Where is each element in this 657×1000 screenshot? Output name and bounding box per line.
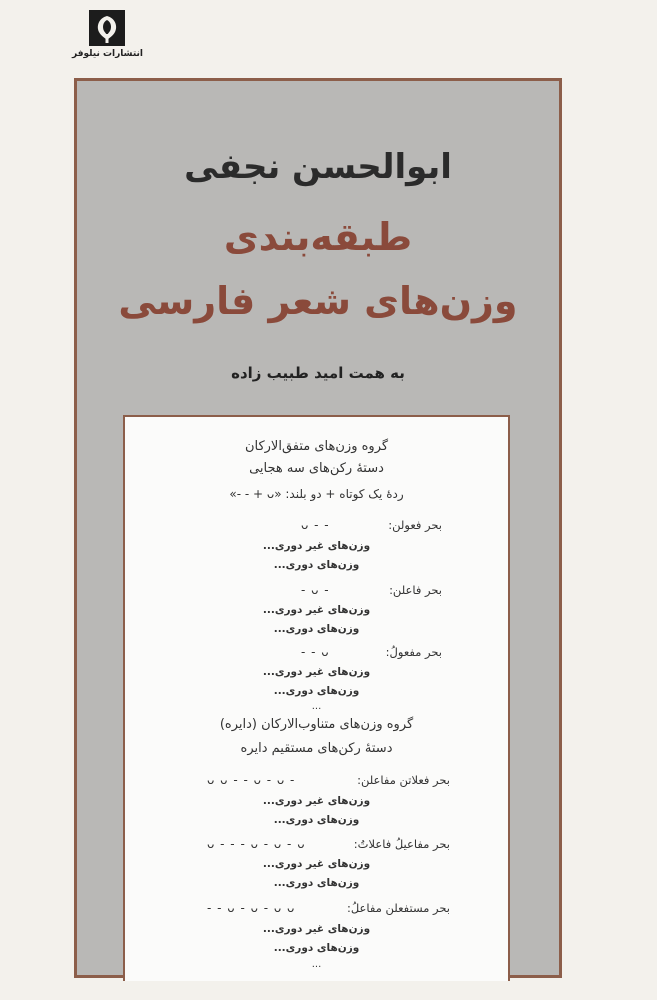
bahr-meter: - - ᴗ (301, 645, 330, 659)
ellipsis: ... (311, 701, 322, 712)
group2-subtitle: دستهٔ رکن‌های مستقیم دایره (240, 741, 393, 756)
group1-title: گروه وزن‌های متفق‌الارکان (244, 439, 389, 454)
bahr-label: بحر فعلاتن مفاعلن: (357, 773, 450, 787)
cyclic-label: وزن‌های دوری... (273, 623, 360, 635)
cyclic-label: وزن‌های دوری... (273, 559, 360, 571)
group1-subtitle: دستهٔ رکن‌های سه هجایی (249, 461, 384, 476)
bahr-label: بحر مستفعلن مفاعلُ: (346, 901, 450, 915)
contents-panel (123, 415, 510, 981)
bahr-meter: ᴗ - - - ᴗ - ᴗ - ᴗ (207, 837, 306, 851)
bahr-label: بحر فعولن: (388, 518, 442, 532)
non-cyclic-label: وزن‌های غیر دوری... (262, 795, 371, 807)
cyclic-label: وزن‌های دوری... (273, 942, 360, 954)
non-cyclic-label: وزن‌های غیر دوری... (262, 666, 371, 678)
cyclic-label: وزن‌های دوری... (273, 685, 360, 697)
group2-title: گروه وزن‌های متناوب‌الارکان (دایره) (219, 717, 414, 732)
cyclic-label: وزن‌های دوری... (273, 814, 360, 826)
ellipsis: ... (311, 959, 322, 970)
bahr-meter: ᴗ - - (301, 518, 330, 532)
non-cyclic-label: وزن‌های غیر دوری... (262, 604, 371, 616)
author-name: ابوالحسن نجفی (184, 147, 452, 187)
editor-credit: به همت امید طبیب زاده (231, 364, 405, 382)
bahr-label: بحر مفاعیلُ فاعلاتُ: (353, 837, 450, 851)
book-title-line-1: طبقه‌بندی (223, 215, 413, 259)
cover-frame (74, 78, 562, 978)
cyclic-label: وزن‌های دوری... (273, 877, 360, 889)
niloufar-logo-icon (87, 8, 127, 48)
book-title-line-2: وزن‌های شعر فارسی (118, 279, 518, 323)
bahr-meter: - ᴗ - (301, 583, 330, 597)
group1-row: ردهٔ یک کوتاه + دو بلند: «ᴗ + - -» (229, 487, 404, 501)
bahr-label: بحر مفعولُ: (385, 645, 442, 659)
publisher-name: انتشارات نیلوفر (72, 49, 143, 59)
non-cyclic-label: وزن‌های غیر دوری... (262, 858, 371, 870)
non-cyclic-label: وزن‌های غیر دوری... (262, 923, 371, 935)
bahr-label: بحر فاعلن: (389, 583, 442, 597)
non-cyclic-label: وزن‌های غیر دوری... (262, 540, 371, 552)
bahr-meter: - - ᴗ - ᴗ - ᴗ ᴗ (207, 901, 296, 915)
bahr-meter: ᴗ ᴗ - - ᴗ - ᴗ - (207, 773, 296, 787)
publisher-logo (72, 8, 142, 70)
